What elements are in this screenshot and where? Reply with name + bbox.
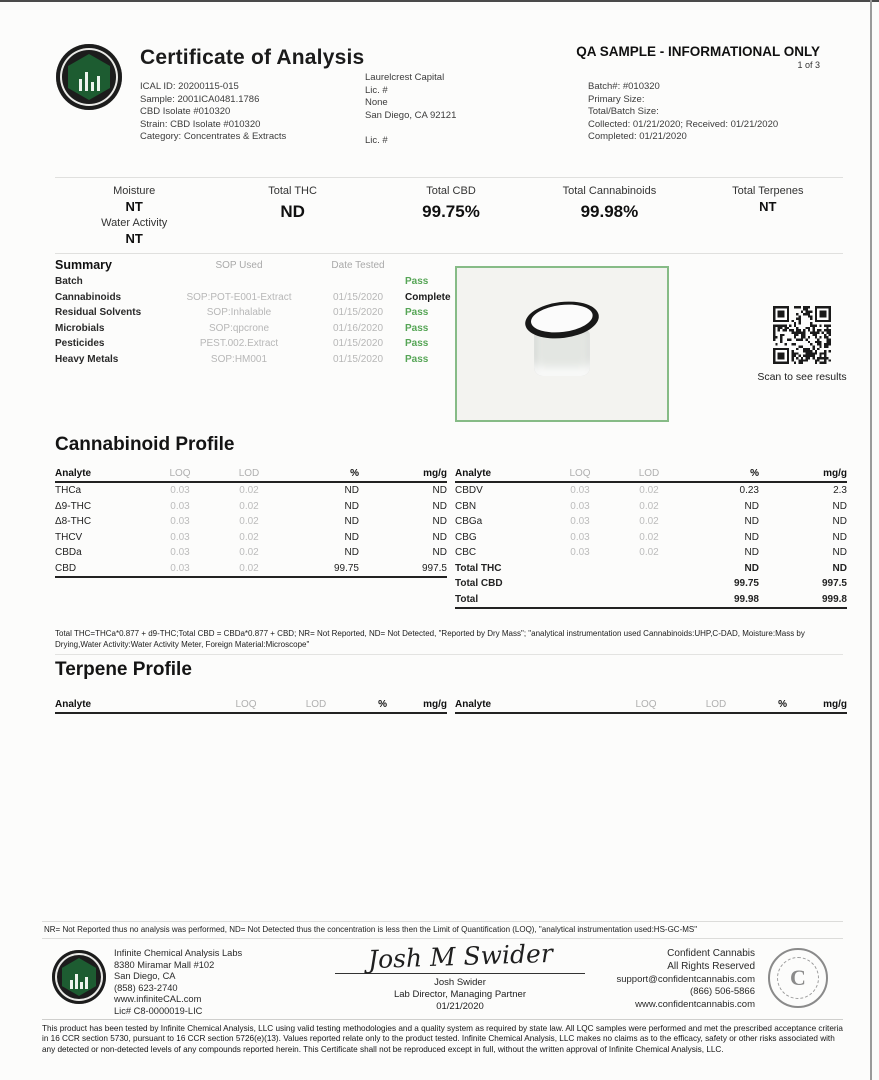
status-badge: Pass	[405, 353, 429, 365]
summary-row-residual-solvents: Residual Solvents SOP:Inhalable 01/15/2020 Pass	[55, 305, 455, 321]
summary-row-batch: Batch Pass	[55, 274, 455, 290]
nr-nd-note: NR= Not Reported thus no analysis was performed, ND= Not Detected thus the concentration is less then the Limit of Quantification (LOQ), "analytical instrumentation used:HS-GC-MS"	[42, 921, 843, 939]
summary-row-pesticides: Pesticides PEST.002.Extract 01/15/2020 Pass	[55, 336, 455, 352]
total-batch-size: Total/Batch Size:	[588, 106, 659, 117]
cannabinoid-profile-title: Cannabinoid Profile	[55, 434, 235, 455]
completed-date: Completed: 01/21/2020	[588, 131, 687, 142]
client-none: None	[365, 97, 388, 108]
metric-total-terpenes: Total Terpenes NT	[732, 185, 804, 214]
sample-jar-image	[517, 302, 607, 386]
metric-total-thc: Total THC ND	[268, 185, 317, 221]
document-title: Certificate of Analysis	[140, 46, 365, 69]
terpene-table-left	[55, 699, 447, 714]
status-badge: Pass	[405, 338, 429, 350]
terpene-table-left-header: Analyte LOQ LOD % mg/g	[55, 699, 447, 714]
terpene-table-right-header: Analyte LOQ LOD % mg/g	[455, 699, 847, 714]
qa-sample-banner: QA SAMPLE - INFORMATIONAL ONLY	[576, 44, 820, 59]
table-row: Δ9-THC 0.03 0.02 ND ND	[55, 500, 447, 512]
table-row: CBC 0.03 0.02 ND ND	[455, 547, 847, 559]
strain: Strain: CBD Isolate #010320	[140, 118, 261, 130]
footer-lab-logo	[52, 950, 106, 1004]
logo-ring	[56, 44, 122, 110]
metric-total-cannabinoids: Total Cannabinoids 99.98%	[562, 185, 657, 221]
page-indicator: 1 of 3	[797, 60, 820, 70]
sample-info-block	[140, 81, 286, 144]
col-date-tested: Date Tested	[331, 259, 385, 271]
status-badge: Pass	[405, 322, 429, 334]
table-row: THCa 0.03 0.02 ND ND	[55, 485, 447, 497]
cannabinoid-table-left	[55, 468, 447, 578]
table-row: Δ8-THC 0.03 0.02 ND ND	[55, 516, 447, 528]
client-name: Laurelcrest Capital	[365, 72, 445, 83]
terpene-profile-title: Terpene Profile	[55, 659, 192, 680]
lab-address-1: 8380 Miramar Mall #102	[114, 959, 215, 970]
client-lic-2: Lic. #	[365, 135, 388, 146]
signer-name: Josh Swider	[434, 977, 486, 988]
client-address: San Diego, CA 92121	[365, 109, 457, 121]
batch-number: Batch#: #010320	[588, 81, 660, 92]
summary-table-header	[55, 258, 455, 272]
table-row: CBN 0.03 0.02 ND ND	[455, 500, 847, 512]
product-name: CBD Isolate #010320	[140, 106, 231, 117]
header-separator	[55, 177, 843, 178]
lab-address-2: San Diego, CA	[114, 971, 176, 982]
status-badge: Pass	[405, 307, 429, 319]
client-lic: Lic. #	[365, 84, 388, 96]
col-sop-used: SOP Used	[215, 259, 263, 271]
table-row-total-thc: Total THC ND ND	[455, 562, 847, 574]
summary-row-heavy-metals: Heavy Metals SOP:HM001 01/15/2020 Pass	[55, 352, 455, 368]
status-badge: Complete	[405, 291, 451, 303]
qr-block	[752, 306, 852, 383]
metric-total-cbd: Total CBD 99.75%	[422, 185, 480, 221]
cannabinoid-table-right-header: Analyte LOQ LOD % mg/g	[455, 468, 847, 483]
summary-row-microbials: Microbials SOP:qpcrone 01/16/2020 Pass	[55, 321, 455, 337]
table-row-total-cbd: Total CBD 99.75 997.5	[455, 578, 847, 590]
signature-script: Josh M Swider	[367, 938, 553, 975]
table-row: CBDa 0.03 0.02 ND ND	[55, 547, 447, 559]
cc-name: Confident Cannabis	[667, 948, 755, 959]
collected-received-dates: Collected: 01/21/2020; Received: 01/21/2020	[588, 118, 779, 130]
metrics-separator	[55, 253, 843, 254]
client-info-block	[365, 72, 456, 148]
lab-license: Lic# C8-0000019-LIC	[114, 1005, 203, 1016]
table-row: CBD 0.03 0.02 99.75 997.5	[55, 561, 447, 579]
page-right-edge	[870, 0, 872, 1080]
sample-id: Sample: 2001ICA0481.1786	[140, 93, 260, 105]
cannabinoid-table-right	[455, 468, 847, 609]
infinite-labs-logo	[56, 44, 122, 110]
lab-website: www.infiniteCAL.com	[114, 994, 202, 1005]
table-row: CBDV 0.03 0.02 0.23 2.3	[455, 485, 847, 497]
cc-rights: All Rights Reserved	[667, 960, 755, 972]
summary-title: Summary	[55, 258, 112, 272]
cannabinoid-table-left-header: Analyte LOQ LOD % mg/g	[55, 468, 447, 483]
table-row-total: Total 99.98 999.8	[455, 592, 847, 610]
cc-website: www.confidentcannabis.com	[635, 999, 755, 1011]
summary-row-cannabinoids: Cannabinoids SOP:POT-E001-Extract 01/15/2020 Complete	[55, 290, 455, 306]
page-top-edge	[0, 0, 879, 2]
lab-name: Infinite Chemical Analysis Labs	[114, 948, 243, 958]
metric-moisture: Moisture NT Water Activity NT	[101, 185, 168, 246]
ical-id: ICAL ID: 20200115-015	[140, 81, 239, 92]
lab-phone: (858) 623-2740	[114, 982, 178, 993]
signature-date: 01/21/2020	[436, 1001, 484, 1012]
primary-size: Primary Size:	[588, 93, 645, 105]
legal-disclaimer: This product has been tested by Infinite Chemical Analysis, LLC using valid testing methodologies and a quality system as required by state law. All LQC samples were performed and met the prescribed acceptance criteria in 16 CCR section 5730, pursuant to 16 CCR section 5726(e)(13). Values reported relate only to the product tested. Infinite Chemical Analysis, LLC makes no claims as to the efficacy, safety or other risks associated with any detected or non-detected levels of any compounds reported herein. This Certificate shall not be reproduced except in full, without the written approval of Infinite Chemical Analysis, LLC.	[42, 1019, 843, 1055]
qr-code	[773, 306, 831, 364]
table-row: CBG 0.03 0.02 ND ND	[455, 531, 847, 543]
table-row: CBGa 0.03 0.02 ND ND	[455, 516, 847, 528]
logo-hexagon-icon	[62, 958, 96, 996]
product-photo	[455, 266, 669, 422]
cannabinoid-footnote: Total THC=THCa*0.877 + d9-THC;Total CBD = CBDa*0.877 + CBD; NR= Not Reported, ND= Not Detected, "Reported by Dry Mass"; "analytical instrumentation used Cannabinoids:UHP,C-DAD, Moisture:Mass by Drying,Water Activity:Water Activity Meter, Foreign Material:Microscope"	[55, 629, 843, 655]
lab-contact-block	[114, 948, 242, 1018]
category: Category: Concentrates & Extracts	[140, 131, 287, 142]
summary-metrics-row	[55, 185, 847, 246]
confident-cannabis-block	[555, 948, 755, 1012]
qr-caption: Scan to see results	[757, 371, 847, 383]
summary-table	[55, 258, 455, 367]
batch-info-block	[588, 81, 778, 144]
signer-title: Lab Director, Managing Partner	[393, 989, 527, 1000]
terpene-table-right	[455, 699, 847, 714]
cc-phone: (866) 506-5866	[690, 986, 755, 998]
confident-cannabis-logo: C	[768, 948, 828, 1008]
status-badge: Pass	[405, 276, 429, 288]
cc-email: support@confidentcannabis.com	[616, 973, 755, 985]
table-row: THCV 0.03 0.02 ND ND	[55, 531, 447, 543]
logo-hexagon-icon	[68, 54, 110, 100]
